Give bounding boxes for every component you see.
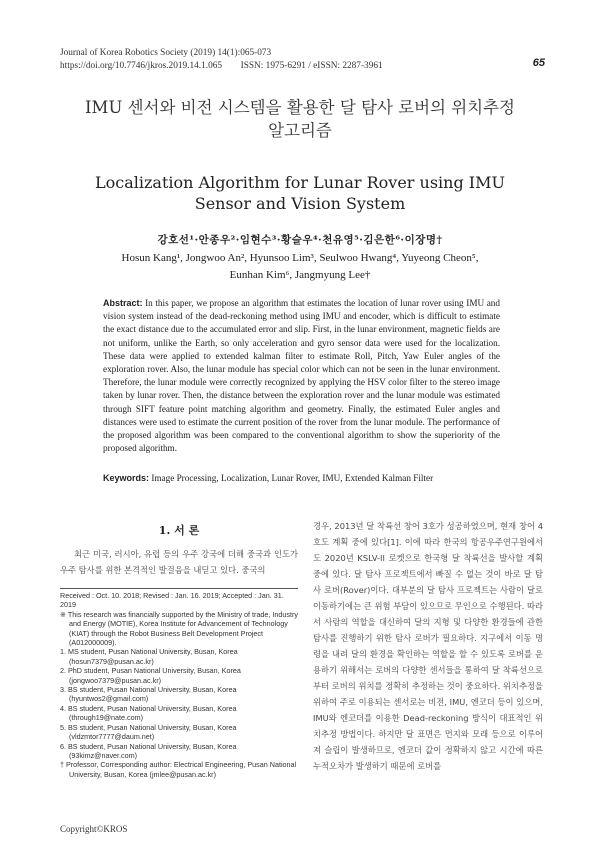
intro-paragraph: 최근 미국, 러시아, 유럽 등의 우주 강국에 더해 중국과 인도가 우주 탐사를 위한 본격적인 발걸음을 내딛고 있다. 중국의 (60, 549, 298, 575)
journal-header (60, 47, 383, 72)
korean-authors: 강호선¹·안종우²·임현수³·황슬우⁴·천유영⁵·김은한⁶·이장명† (157, 234, 443, 246)
abstract-label: Abstract: (103, 298, 143, 308)
doi-issn: https://doi.org/10.7746/jkros.2019.14.1.065 ISSN: 1975-6291 / eISSN: 2287-3961 (60, 60, 383, 71)
author-affiliation: 2. PhD student, Pusan National University, Busan, Korea (jongwoo7379@pusan.ac.kr) (60, 666, 241, 685)
funding-note: ※ This research was financially supported by the Ministry of trade, Industry and Energy (MOTIE), Korea Institute for Advancement of Technology (KIAT) through the Robot Business Belt Development Project (A012000009). (60, 609, 298, 648)
english-authors-line2: Eunhan Kim⁶, Jangmyung Lee† (229, 269, 371, 281)
korean-title-line1: IMU 센서와 비전 시스템을 활용한 달 탐사 로버의 위치추정 (85, 98, 515, 117)
abstract (103, 297, 500, 455)
author-affiliation: 3. BS student, Pusan National University, Busan, Korea (hyuntwos2@gmail.com) (60, 685, 237, 704)
english-title-line2: Sensor and Vision System (194, 194, 406, 213)
author-affiliation: 5. BS student, Pusan National University, Busan, Korea (vldzmtor7777@daum.net) (60, 722, 237, 742)
english-authors (0, 250, 600, 284)
journal-citation: Journal of Korea Robotics Society (2019) 14(1):065-073 (60, 48, 272, 58)
footnote-divider (60, 588, 298, 589)
korean-title (0, 96, 600, 142)
abstract-text: In this paper, we propose an algorithm that estimates the location of lunar rover using IMU and vision system instead of the dead-reckoning method using IMU and encoder, which is difficult to estimate the exact distance due to the accumulated error and slip. First, in the lunar environment, magnetic fields are not uniform, unlike the Earth, so only acceleration and gyro sensor data were used for the localization. These data were applied to extended kalman filter to estimate Roll, Pitch, Yaw Euler angles of the exploration rover. Also, the lunar module has special color which can not be seen in the lunar environment. Therefore, the lunar module were correctly recognized by applying the HSV color filter to the stereo image taken by lunar rover. Then, the distance between the exploration rover and the lunar module was estimated through SIFT feature point matching algorithm and geometry. Finally, the estimated Euler angles and distances were used to estimate the current position of the rover from the lunar module. The performance of the proposed algorithm was been compared to the conventional algorithm to show the superiority of the proposed algorithm. (103, 298, 500, 454)
author-affiliation: 1. MS student, Pusan National University, Busan, Korea (hosun7379@pusan.ac.kr) (60, 647, 238, 666)
corresponding-author: † Professor, Corresponding author: Electrical Engineering, Pusan National University, Busan, Korea (jmlee@pusan.ac.kr) (60, 760, 297, 779)
english-title (0, 172, 600, 214)
section-heading: 1. 서 론 (158, 524, 200, 537)
page-number: 65 (532, 57, 545, 69)
korean-title-line2: 알고리즘 (268, 121, 332, 140)
keywords-text: Image Processing, Localization, Lunar Rover, IMU, Extended Kalman Filter (151, 473, 434, 483)
author-affiliation: 6. BS student, Pusan National University, Busan, Korea (93kimz@naver.com) (60, 741, 237, 760)
english-title-line1: Localization Algorithm for Lunar Rover using IMU (94, 173, 505, 192)
author-affiliation: 4. BS student, Pusan National University, Busan, Korea (through19@nate.com) (60, 703, 237, 723)
received-dates: Received : Oct. 10. 2018; Revised : Jan. 16. 2019; Accepted : Jan. 31. 2019 (60, 591, 284, 610)
footnotes (60, 591, 298, 779)
keywords-label: Keywords: (103, 473, 150, 483)
keywords (103, 472, 500, 485)
right-column-text: 경우, 2013년 달 착륙선 창어 3호가 성공하였으며, 현재 창어 4호도 계획 중에 있다[1]. 이에 따라 한국의 항공우주연구원에서도 2020년 KSLV-II 로켓으로 한국형 달 착륙선을 발사할 계획 중에 있다. 달 탐사 프로젝트에서 빠질 수 없는 것이 바로 달 탐사 로버(Rover)이다. 대부분의 달 탐사 프로젝트는 사람이 달로 이동하기에는 큰 위험 부담이 있으므로 무인으로 수행된다. 따라서 사람의 역할을 대신하여 달의 지형 및 다양한 환경들에 관한 탐사를 진행하기 위한 탐사 로버가 필요하다. 지구에서 이동 명령을 내려 달의 환경을 확인하는 역할을 할 수 있도록 로버를 운용하기 위해서는 로버의 다양한 센서들을 통하여 달 착륙선으로부터 로버의 위치를 정확히 추정하는 것이 중요하다. 위치추정을 위하여 주로 이용되는 센서로는 비전, IMU, 엔코더 등이 있으며, IMU와 엔코더를 이용한 Dead-reckoning 방식이 대표적인 위치추정 방법이다. 하지만 달 표면은 먼지와 모래 등으로 이루어져 슬립이 발생하므로, 엔코더 값이 정확하지 않고 시간에 따른 누적오차가 발생하기 때문에 로버를 (313, 521, 543, 771)
english-authors-line1: Hosun Kang¹, Jongwoo An², Hyunsoo Lim³, Seulwoo Hwang⁴, Yuyeong Cheon⁵, (121, 252, 479, 264)
copyright: Copyright©KROS (60, 824, 128, 834)
